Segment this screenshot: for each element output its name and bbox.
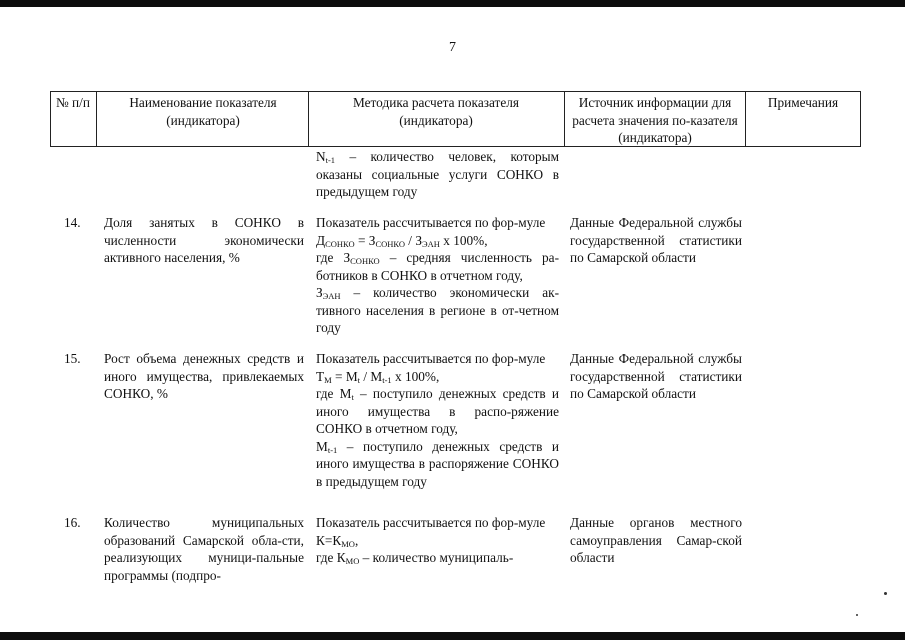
row-source: Данные Федеральной службы государственной статистики по Самарской области [570, 215, 742, 265]
scan-speck [884, 592, 887, 595]
row-number: 15. [64, 351, 81, 366]
page-number: 7 [449, 40, 456, 55]
row-source: Данные органов местного самоуправления Самар-ской области [570, 515, 742, 565]
scan-speck [856, 614, 858, 616]
row-number: 16. [64, 515, 81, 530]
formula: $К=К_{МО}$, [316, 532, 359, 549]
method-intro: Показатель рассчитывается по фор-муле [316, 351, 546, 366]
row-indicator-name: Доля занятых в СОНКО в численности экономически активного населения, % [104, 215, 304, 265]
column-divider [564, 91, 565, 147]
row-source: Данные Федеральной службы государственной статистики по Самарской области [570, 351, 742, 401]
column-divider [308, 91, 309, 147]
header-number: № п/п [56, 95, 90, 110]
variable-subscript: t-1 [325, 155, 336, 165]
formula: $Д_{СОНКО} = З_{СОНКО} / З_{ЭАН}$ х 100%, [316, 232, 488, 249]
formula: $Т_М = М_t / М_{t-1}$ х 100%, [316, 368, 440, 385]
row-method [316, 214, 559, 337]
method-intro: Показатель рассчитывается по фор-муле [316, 215, 546, 230]
where-clause: $М_{t-1}$ – поступило денежных средств и иного имущества в распоряжение СОНКО в предыдущем году [316, 438, 559, 489]
method-intro: Показатель рассчитывается по фор-муле [316, 515, 546, 530]
column-divider [96, 91, 97, 147]
table-header-top-line [50, 91, 861, 92]
column-divider [860, 91, 861, 147]
header-notes: Примечания [767, 95, 839, 110]
column-divider [50, 91, 51, 147]
scan-bottom-border [0, 632, 905, 640]
row-method [316, 514, 559, 567]
row-indicator-name: Рост объема денежных средств и иного имущества, привлекаемых СОНКО, % [104, 351, 304, 401]
where-clause: где $К_{МО}$ – количество муниципаль- [316, 550, 514, 566]
header-indicator-name: Наименование показателя (индикатора) [129, 95, 277, 128]
where-clause: $З_{ЭАН}$ – количество экономически ак-тивного населения в регионе в от-четном году [316, 285, 559, 335]
variable-definition: – количество человек, которым оказаны социальные услуги СОНКО в предыдущем году [316, 149, 559, 199]
variable-symbol: N [316, 149, 326, 164]
row-number: 14. [64, 215, 81, 230]
scan-top-border [0, 0, 905, 7]
where-clause: где $М_t$ – поступило денежных средств и иного имущества в распо-ряжение СОНКО в отчетном году, [316, 386, 559, 436]
header-source: Источник информации для расчета значения по-казателя (индикатора) [572, 95, 738, 145]
where-clause: где $З_{СОНКО}$ – средняя численность ра-ботников в СОНКО в отчетном году, [316, 250, 559, 283]
column-divider [745, 91, 746, 147]
continued-method-text [316, 148, 559, 201]
header-method: Методика расчета показателя (индикатора) [353, 95, 519, 128]
row-indicator-name: Количество муниципальных образований Самарской обла-сти, реализующих муници-пальные программы (подпро- [104, 515, 304, 583]
row-method [316, 350, 559, 490]
